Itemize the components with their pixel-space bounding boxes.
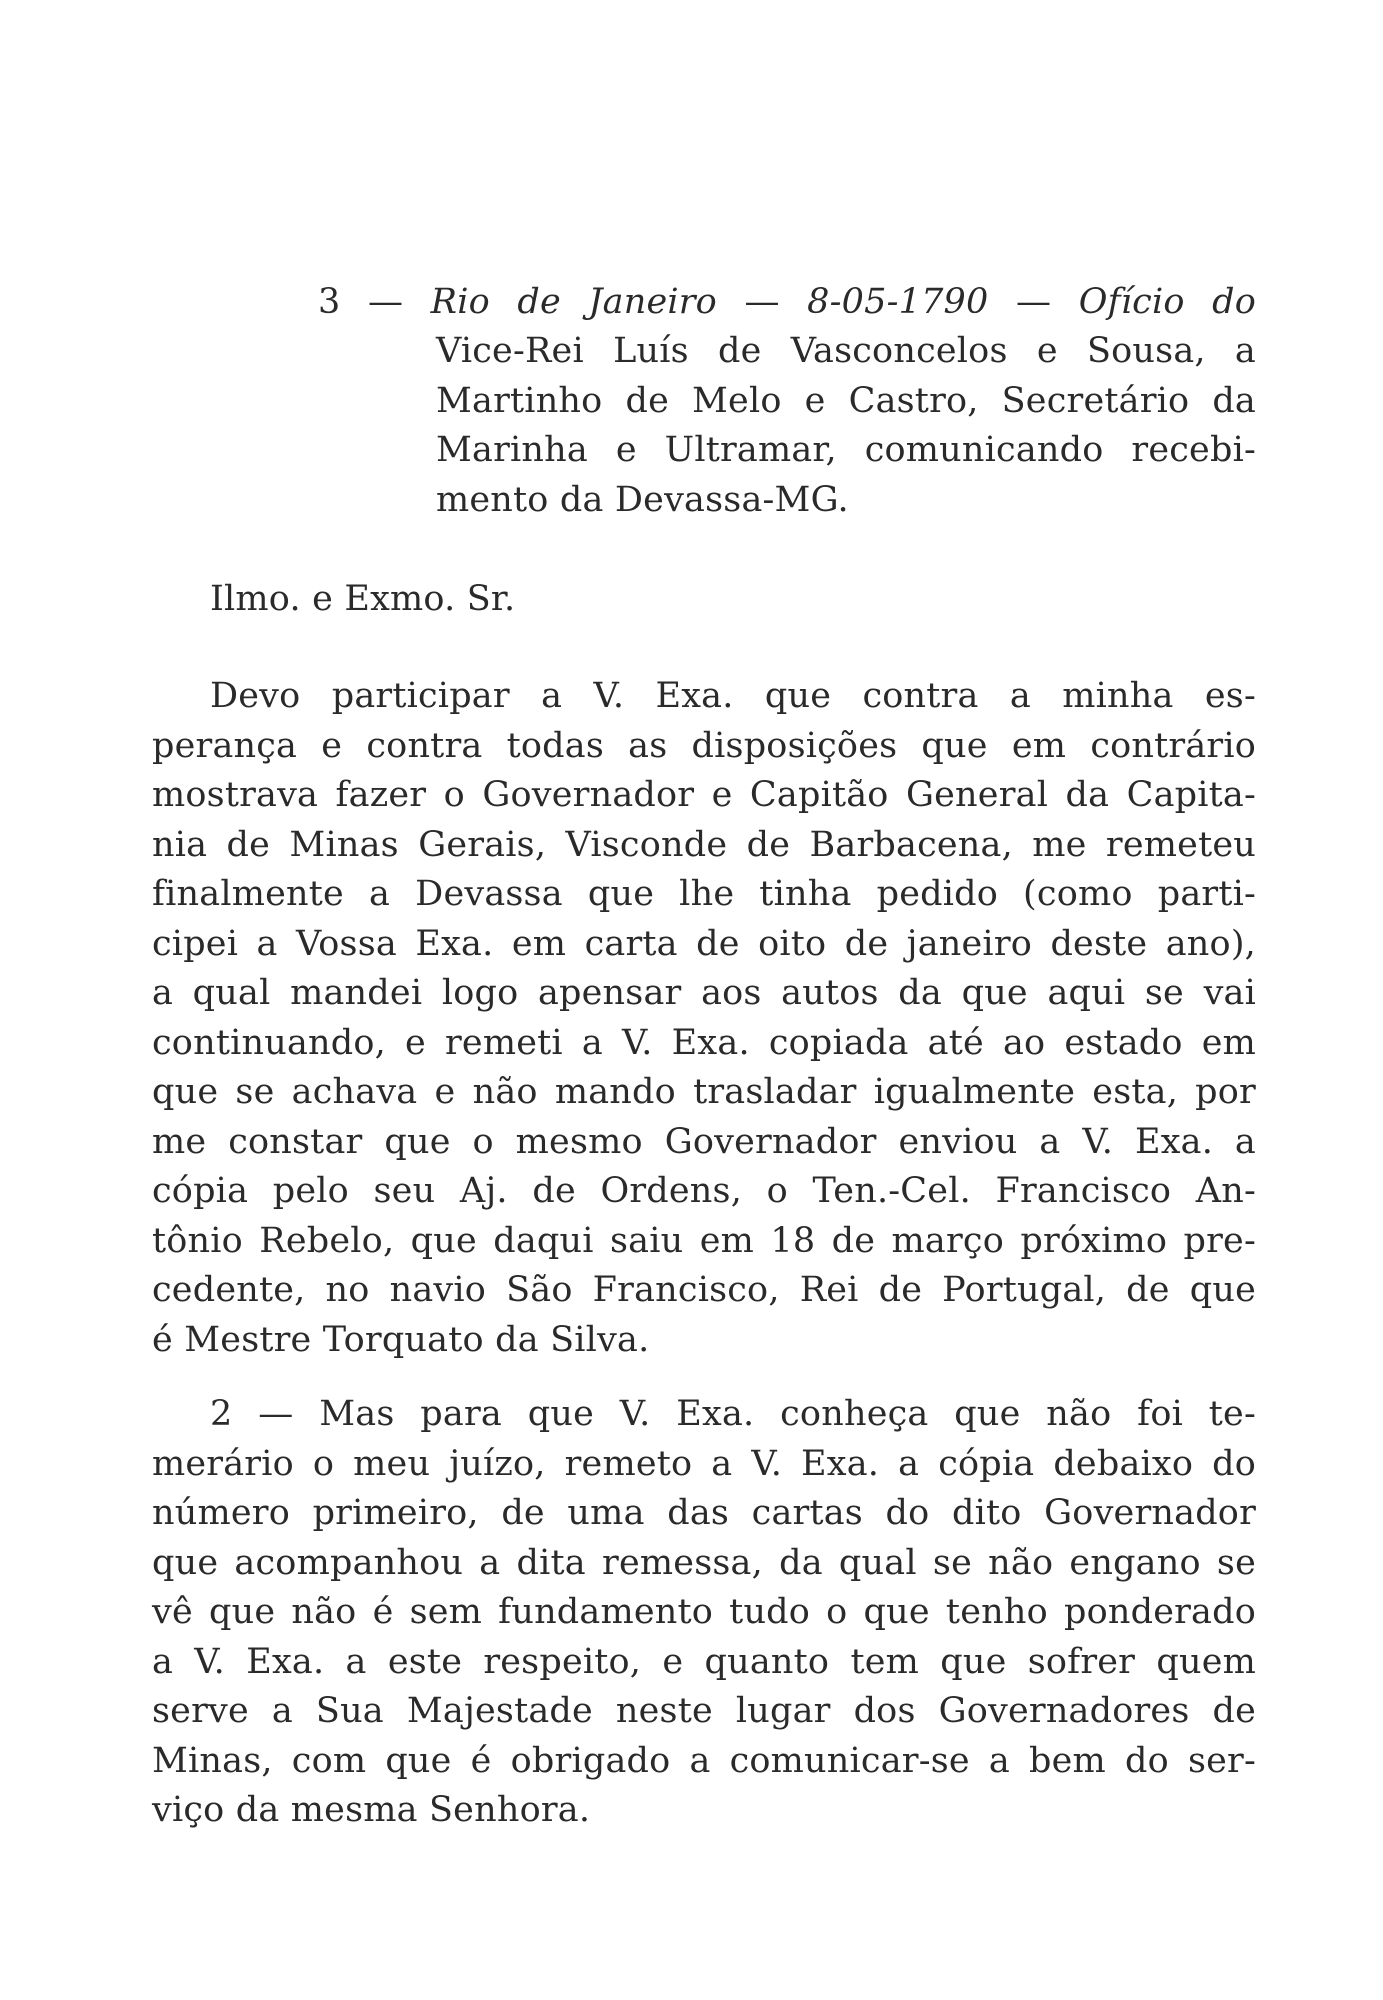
paragraph-2-line: serve a Sua Majestade neste lugar dos Governadores de: [152, 1691, 1256, 1731]
heading-dash: —: [1016, 282, 1052, 322]
paragraph-1-line: mostrava fazer o Governador e Capitão General da Capita-: [152, 775, 1256, 815]
paragraph-2-line: Minas, com que é obrigado a comunicar-se a bem do ser-: [152, 1741, 1256, 1781]
paragraph-1-line: tônio Rebelo, que daqui saiu em 18 de março próximo pre-: [152, 1221, 1256, 1261]
heading-line: Vice-Rei Luís de Vasconcelos e Sousa, a: [436, 331, 1256, 371]
paragraph-1-line: continuando, e remeti a V. Exa. copiada até ao estado em: [152, 1023, 1256, 1063]
paragraph-1-line: cópia pelo seu Aj. de Ordens, o Ten.-Cel. Francisco An-: [152, 1171, 1256, 1211]
heading-date: 8-05-1790: [807, 282, 989, 322]
paragraph-2-line: vê que não é sem fundamento tudo o que tenho ponderado: [152, 1592, 1256, 1632]
document-heading-first-line: [318, 282, 1256, 322]
paragraph-1-line: perança e contra todas as disposições que em contrário: [152, 726, 1256, 766]
paragraph-2-line: 2 — Mas para que V. Exa. conheça que não foi te-: [210, 1394, 1256, 1434]
paragraph-2-line: viço da mesma Senhora.: [152, 1790, 591, 1830]
heading-dash: —: [367, 282, 404, 322]
heading-place: Rio de Janeiro: [430, 282, 717, 322]
paragraph-2-line: a V. Exa. a este respeito, e quanto tem que sofrer quem: [152, 1642, 1256, 1682]
paragraph-1-line: que se achava e não mando trasladar igualmente esta, por: [152, 1072, 1256, 1112]
paragraph-2-line: merário o meu juízo, remeto a V. Exa. a cópia debaixo do: [152, 1444, 1256, 1484]
document-number: 3: [318, 282, 341, 322]
heading-dash: —: [744, 282, 780, 322]
heading-doctype: Ofício do: [1078, 282, 1256, 322]
paragraph-1-line: cedente, no navio São Francisco, Rei de Portugal, de que: [152, 1270, 1256, 1310]
heading-line: Marinha e Ultramar, comunicando recebi-: [436, 430, 1256, 470]
paragraph-1-line: a qual mandei logo apensar aos autos da que aqui se vai: [152, 973, 1256, 1013]
paragraph-1-line: é Mestre Torquato da Silva.: [152, 1320, 650, 1360]
paragraph-1-line: cipei a Vossa Exa. em carta de oito de janeiro deste ano),: [152, 924, 1256, 964]
paragraph-2-line: que acompanhou a dita remessa, da qual se não engano se: [152, 1543, 1256, 1583]
heading-line: mento da Devassa-MG.: [436, 480, 849, 520]
paragraph-1-line: me constar que o mesmo Governador enviou a V. Exa. a: [152, 1122, 1256, 1162]
paragraph-1-line: finalmente a Devassa que lhe tinha pedido (como parti-: [152, 874, 1256, 914]
paragraph-2-line: número primeiro, de uma das cartas do dito Governador: [152, 1493, 1256, 1533]
salutation: Ilmo. e Exmo. Sr.: [210, 579, 516, 619]
heading-line: Martinho de Melo e Castro, Secretário da: [436, 381, 1256, 421]
paragraph-1-line: Devo participar a V. Exa. que contra a minha es-: [210, 676, 1256, 716]
paragraph-1-line: nia de Minas Gerais, Visconde de Barbacena, me remeteu: [152, 825, 1256, 865]
